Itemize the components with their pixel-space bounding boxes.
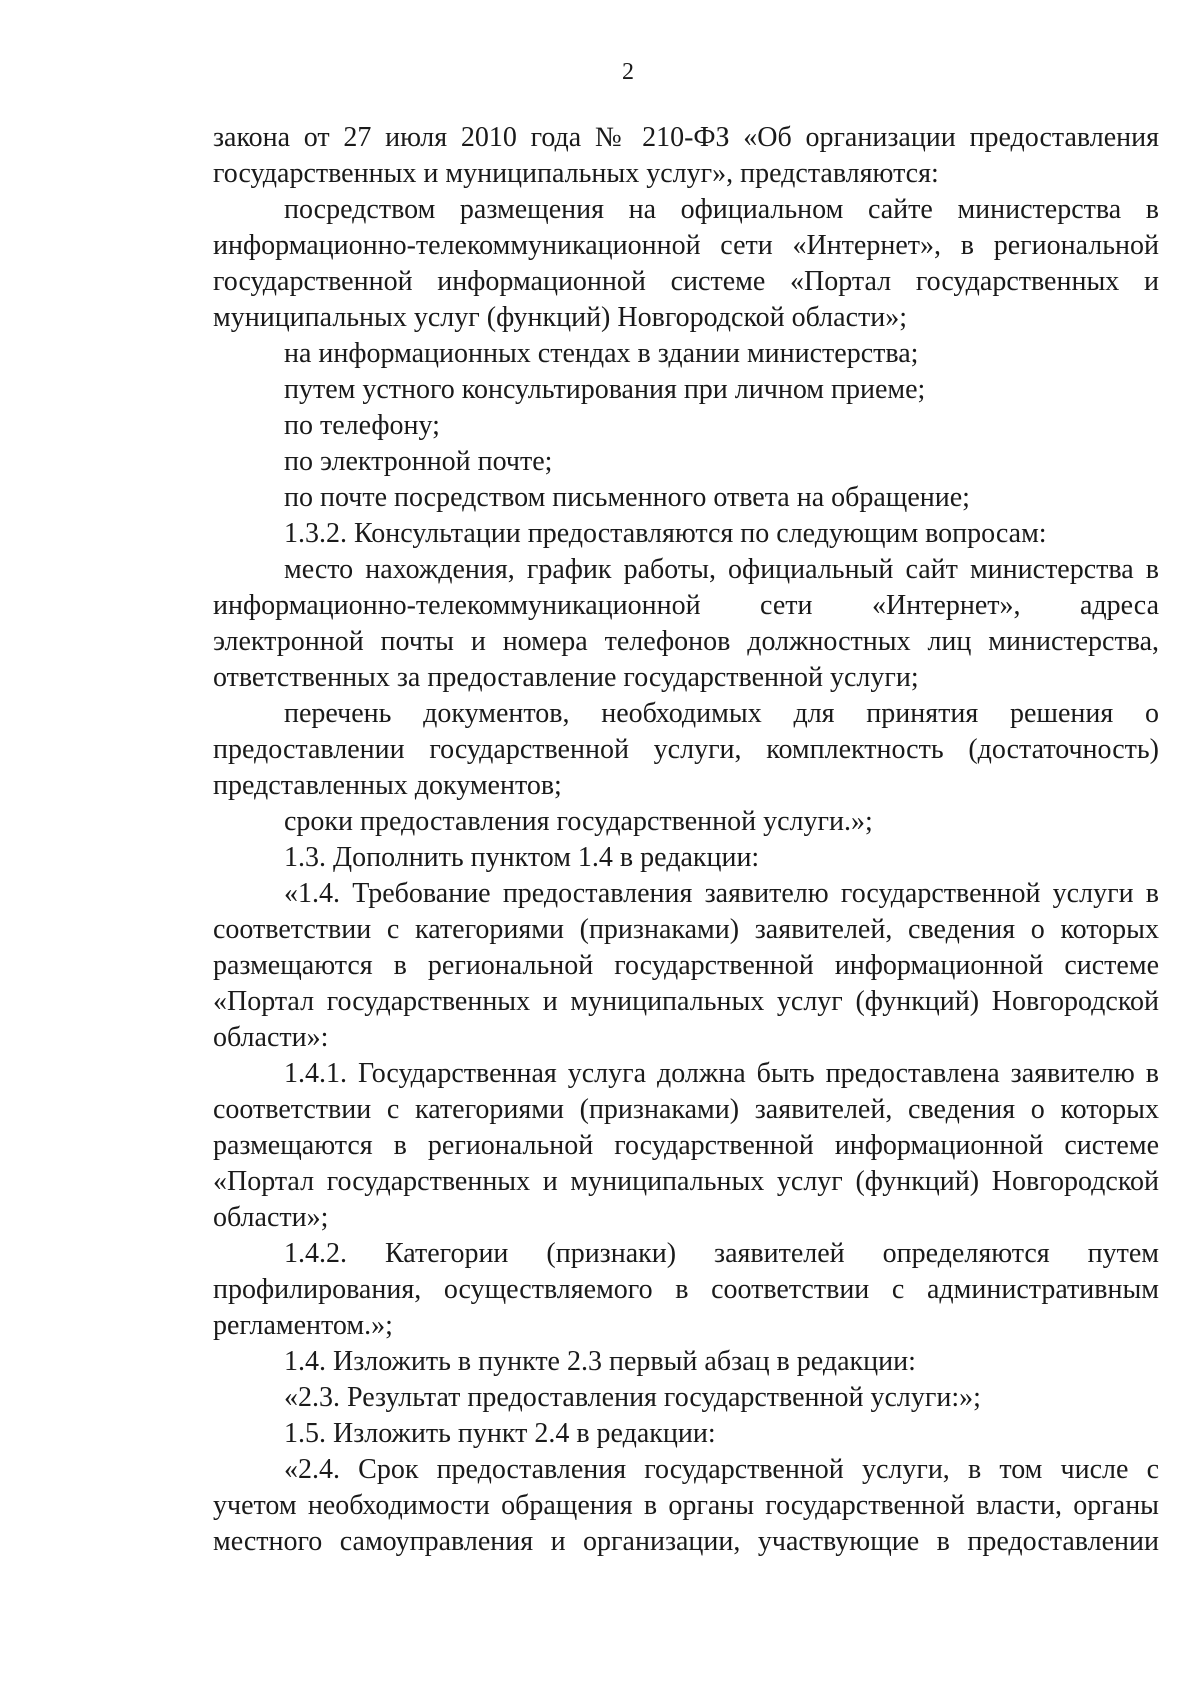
paragraph-1-4-1: 1.4.1. Государственная услуга должна быть предоставлена заявителю в соответствии с категориями (признаками) заявителей, сведения о которых размещаются в региональной государственной информационной системе «Портал государственных и муниципальных услуг (функций) Новгородской области»; <box>213 1058 1159 1233</box>
paragraph-1-3-2: 1.3.2. Консультации предоставляются по следующим вопросам: <box>284 518 1047 549</box>
paragraph-2-4: «2.4. Срок предоставления государственной услуги, в том числе с учетом необходимости обращения в органы государственной власти, органы местного самоуправления и организации, участвующие в предоставлении <box>213 1454 1159 1557</box>
paragraph-1-3: 1.3. Дополнить пунктом 1.4 в редакции: <box>284 842 760 873</box>
paragraph-terms: сроки предоставления государственной услуги.»; <box>284 806 873 837</box>
paragraph-location-schedule: место нахождения, график работы, официальный сайт министерства в информационно-телекоммуникационной сети «Интернет», адреса электронной почты и номера телефонов должностных лиц министерства, ответственных за предоставление государственной услуги; <box>213 554 1159 693</box>
paragraph-law-reference: закона от 27 июля 2010 года № 210-ФЗ «Об организации предоставления государственных и муниципальных услуг», представляются: <box>213 122 1159 189</box>
page-number: 2 <box>622 59 634 85</box>
paragraph-1-4-requirement: «1.4. Требование предоставления заявителю государственной услуги в соответствии с категориями (признаками) заявителей, сведения о которых размещаются в региональной государственной информационной системе «Портал государственных и муниципальных услуг (функций) Новгородской области»: <box>213 878 1159 1053</box>
paragraph-1-5: 1.5. Изложить пункт 2.4 в редакции: <box>284 1418 716 1449</box>
paragraph-email: по электронной почте; <box>284 446 553 477</box>
paragraph-post: по почте посредством письменного ответа на обращение; <box>284 482 970 513</box>
paragraph-personal-consultation: путем устного консультирования при личном приеме; <box>284 374 926 405</box>
paragraph-2-3: «2.3. Результат предоставления государственной услуги:»; <box>284 1382 981 1413</box>
paragraph-documents-list: перечень документов, необходимых для принятия решения о предоставлении государственной услуги, комплектность (достаточность) представленных документов; <box>213 698 1159 801</box>
document-body <box>213 120 1159 1560</box>
paragraph-1-4-2: 1.4.2. Категории (признаки) заявителей определяются путем профилирования, осуществляемого в соответствии с административным регламентом.»; <box>213 1238 1159 1341</box>
paragraph-phone: по телефону; <box>284 410 440 441</box>
paragraph-1-4-amend: 1.4. Изложить в пункте 2.3 первый абзац в редакции: <box>284 1346 916 1377</box>
paragraph-official-site: посредством размещения на официальном сайте министерства в информационно-телекоммуникационной сети «Интернет», в региональной государственной информационной системе «Портал государственных и муниципальных услуг (функций) Новгородской области»; <box>213 194 1159 333</box>
paragraph-info-stands: на информационных стендах в здании министерства; <box>284 338 919 369</box>
